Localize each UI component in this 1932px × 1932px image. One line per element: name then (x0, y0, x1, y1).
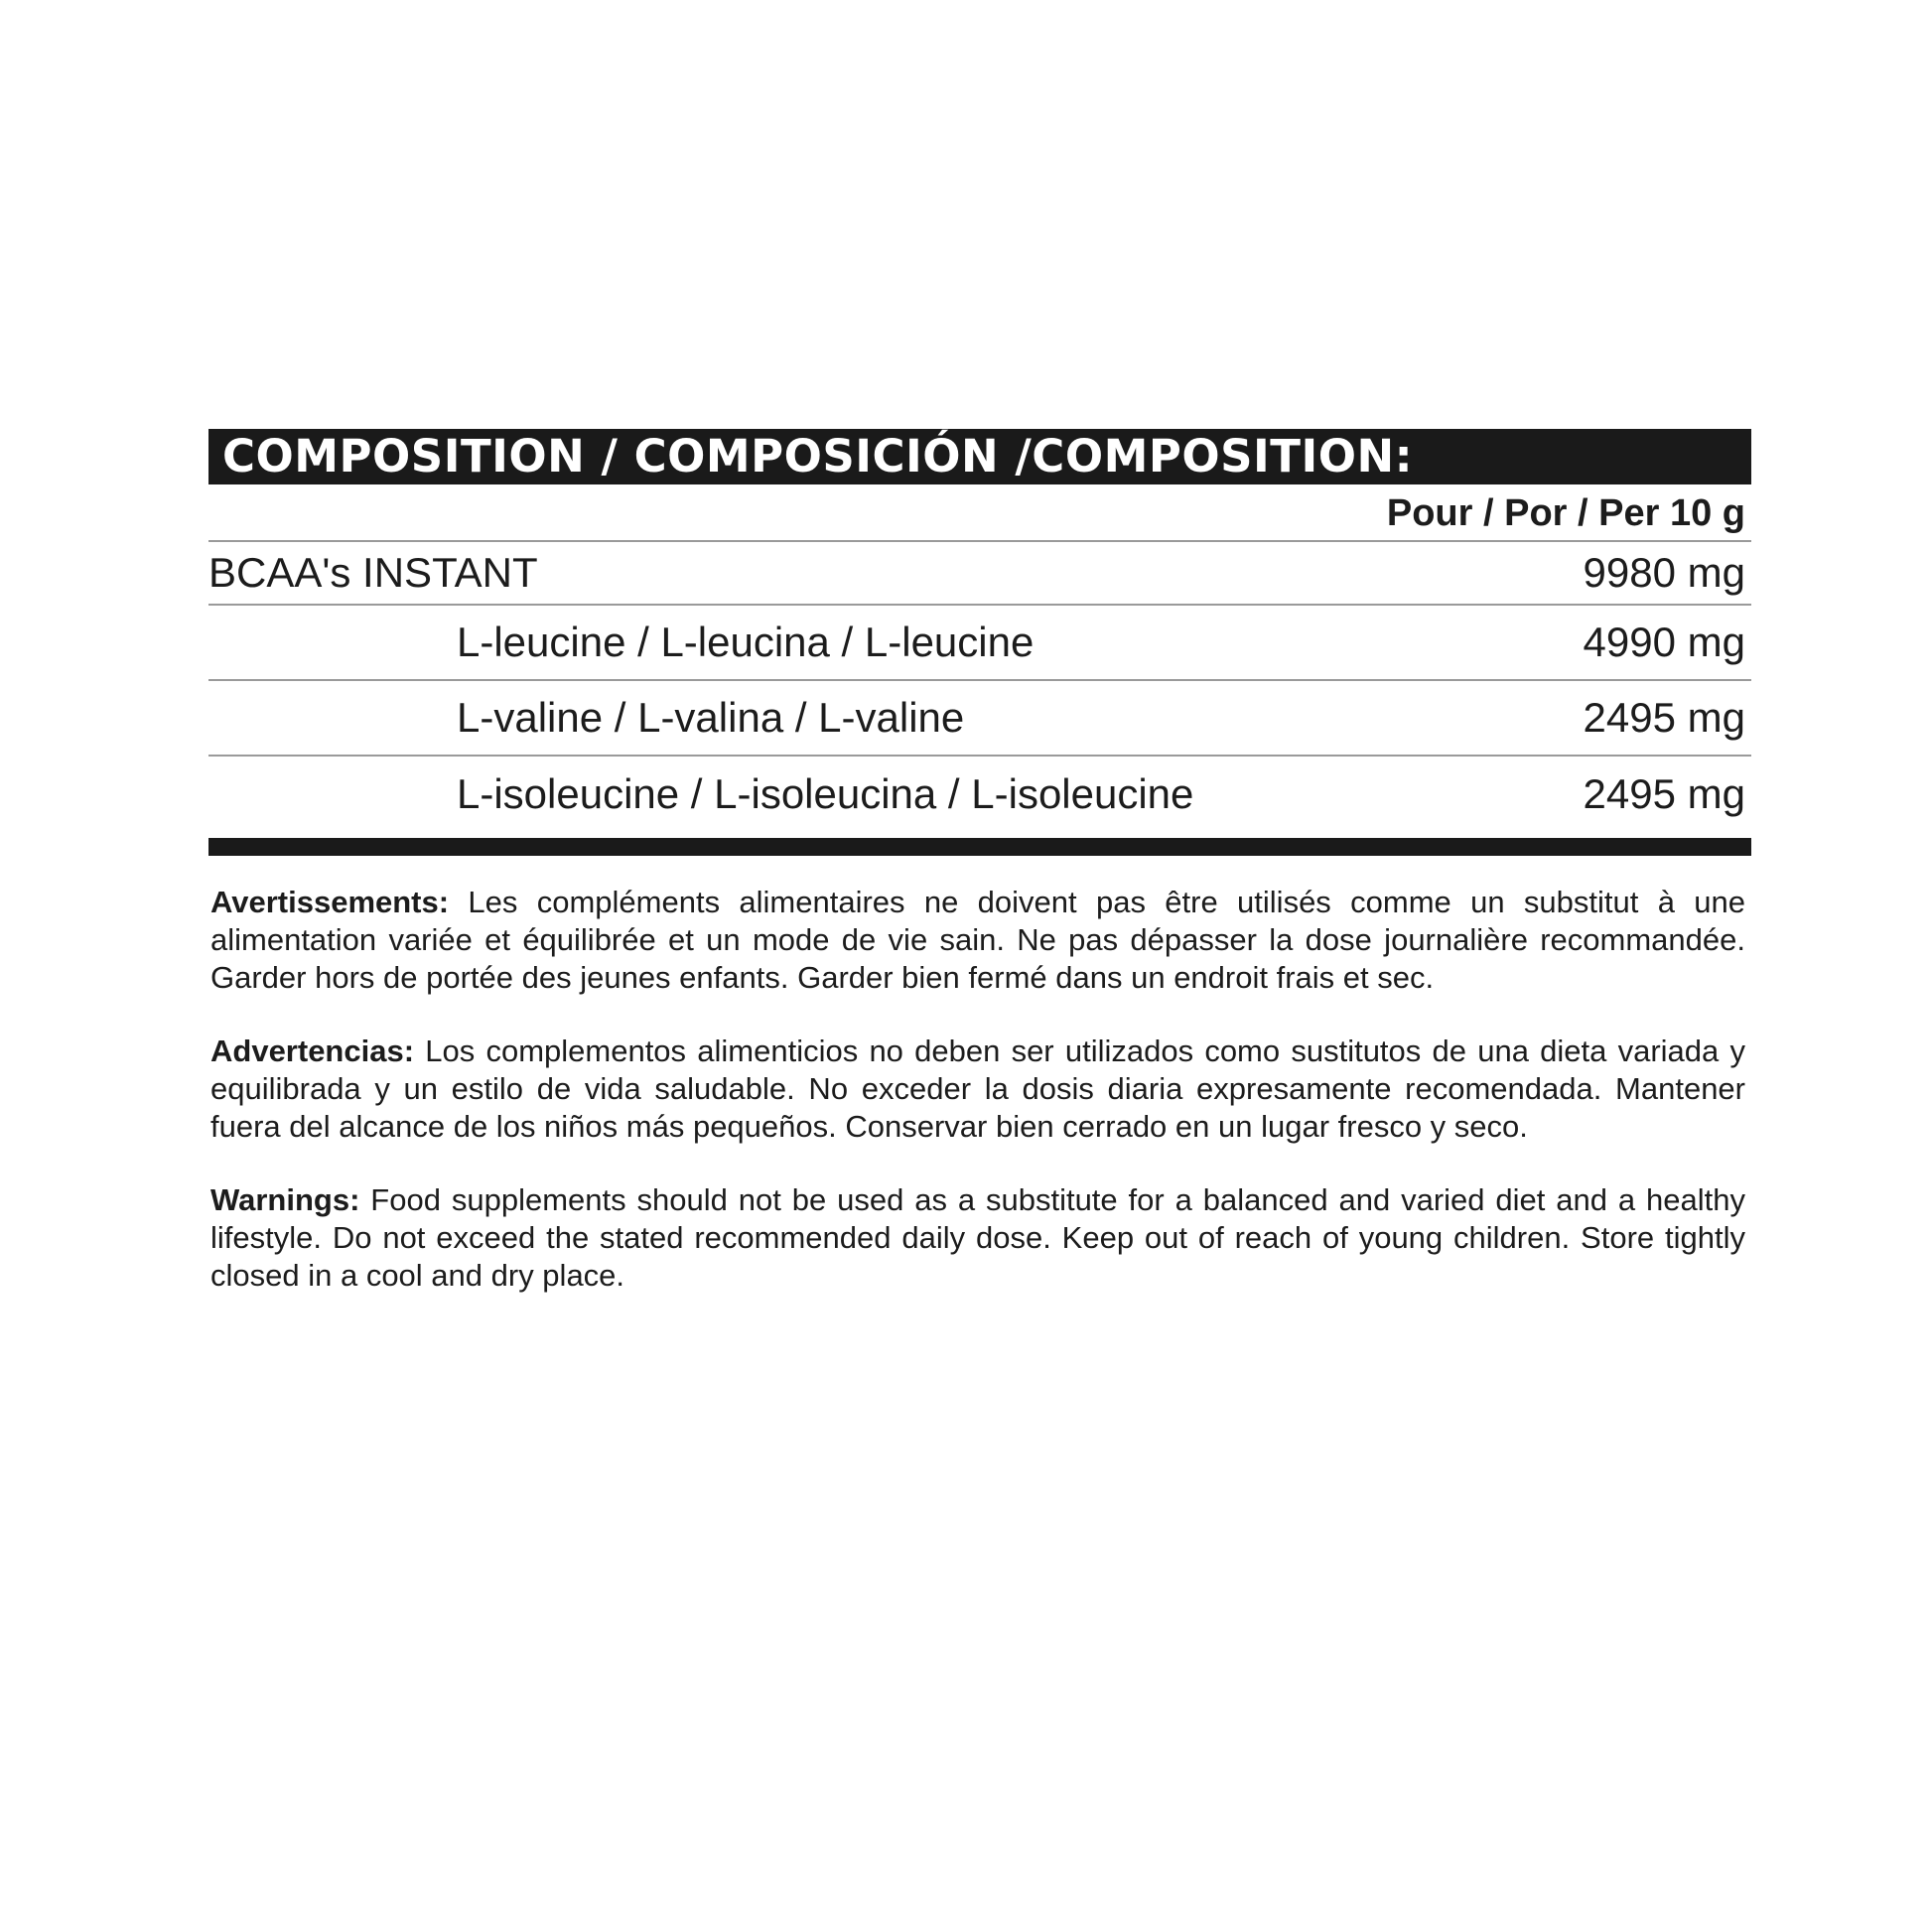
warning-french (210, 884, 1745, 997)
warning-text: Los complementos alimenticios no deben ser utilizados como sustitutos de una dieta variada y equilibrada y un estilo de vida saludable. No exceder la dosis diaria expresamente recomendada. Mantener fuera del alcance de los niños más pequeños. Conservar bien cerrado en un lugar fresco y seco. (210, 1034, 1745, 1144)
warning-label: Advertencias: (210, 1034, 415, 1068)
warnings-section (208, 884, 1745, 1295)
warning-text: Food supplements should not be used as a substitute for a balanced and varied diet and a healthy lifestyle. Do not exceed the stated recommended daily dose. Keep out of reach of young children. Store tightly closed in a cool and dry place. (210, 1182, 1745, 1293)
warning-spanish (210, 1033, 1745, 1146)
ingredient-amount: 9980 mg (1583, 549, 1745, 596)
table-row-leucine (208, 606, 1751, 681)
ingredient-name: BCAA's INSTANT (208, 549, 538, 596)
table-row-valine (208, 681, 1751, 757)
warning-label: Warnings: (210, 1182, 360, 1217)
warning-english (210, 1181, 1745, 1295)
ingredient-amount: 2495 mg (1583, 770, 1745, 817)
table-row-total (208, 542, 1751, 606)
ingredient-name: L-isoleucine / L-isoleucina / L-isoleucine (457, 770, 1194, 817)
table-row-isoleucine (208, 757, 1751, 832)
ingredient-name: L-valine / L-valina / L-valine (457, 694, 965, 741)
ingredient-name: L-leucine / L-leucina / L-leucine (457, 619, 1035, 665)
composition-label (208, 429, 1751, 1330)
ingredient-amount: 4990 mg (1583, 619, 1745, 665)
per-serving-header: Pour / Por / Per 10 g (208, 484, 1751, 542)
warning-text: Les compléments alimentaires ne doivent pas être utilisés comme un substitut à une alimentation variée et équilibrée et un mode de vie sain. Ne pas dépasser la dose journalière recommandée. Garder hors de portée des jeunes enfants. Garder bien fermé dans un endroit frais et sec. (210, 885, 1745, 995)
ingredient-amount: 2495 mg (1583, 694, 1745, 741)
table-bottom-rule (208, 838, 1751, 856)
warning-label: Avertissements: (210, 885, 450, 919)
composition-title: COMPOSITION / COMPOSICIÓN /COMPOSITION: (208, 429, 1751, 484)
